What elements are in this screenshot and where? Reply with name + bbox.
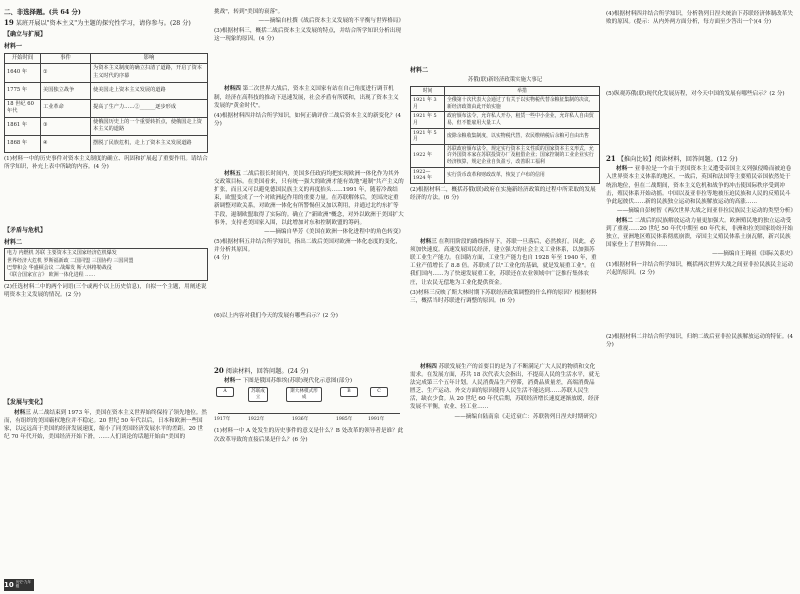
answer-space — [606, 100, 796, 154]
page-number: 10 — [4, 580, 14, 589]
table-cell: 1861 年 — [5, 117, 41, 135]
table-cell: 美国独立战争 — [41, 82, 91, 99]
table-cell: 1922—1924 年 — [411, 167, 445, 183]
table-row — [5, 135, 208, 152]
modernization-timeline — [214, 387, 404, 425]
question-20-number: 20 — [214, 366, 224, 376]
question-21-text: 【推向比较】阅读材料，回答问题。(12 分) — [617, 156, 738, 164]
question-21-2: (2)根据材料二并结合所学知识，归纳二战后亚非拉民族解放运动的特征。(4 分) — [606, 333, 794, 348]
table-cell: 1921 年 5 月 — [411, 112, 445, 128]
material-3-text: 在利用阶段的路线指导下，苏联一旦落后，必然挨打。因此，必须加快速度。高速发展国民经济，建立强大的社会主义工业体系，以加强苏联工业生产能力。在国防方面，工业生产能力也自 1928 年至 1940 年，重工业产值增长了 8.8 倍。苏联成了以"工业化的基础，就是发展重工业"。在我们国内……为了快速发展重工业，苏联还在农业领域中广泛推行集体农庄，让农民无偿地为工业化提供资金。 — [410, 239, 597, 286]
table-cell: 1868 年 — [5, 135, 41, 152]
table-cell: 摆脱了民族危机，走上了资本主义发展道路 — [91, 135, 208, 152]
source-citation: ——摘编自陆南泉《走近衰亡：苏联勃列日涅夫时期研究》 — [454, 413, 600, 420]
page-number-badge — [4, 579, 34, 591]
table-header-time: 时间 — [411, 86, 445, 96]
material-4-title: 材料四 — [224, 86, 241, 93]
question-19-6: (6)以上内容对我们今天的发展有哪些启示？(2 分) — [214, 313, 338, 320]
table-header-time: 开始时间 — [5, 53, 41, 64]
nep-table — [410, 86, 600, 184]
column-3 — [410, 64, 600, 423]
question-20-header — [214, 366, 404, 377]
question-19-header — [4, 18, 208, 29]
timeline-box-c: C — [370, 387, 388, 397]
table-cell: 1922 年 — [411, 144, 445, 167]
question-20-1: (1)材料一中 A 处发生的历史事件的意义是什么？B 处改革的领导者是谁？此次改革导致的直接后果是什么？(6 分) — [214, 428, 404, 443]
table-row — [5, 64, 208, 82]
answer-space — [606, 28, 796, 88]
table-row — [411, 112, 600, 128]
part-3-title: 【发展与变化】 — [4, 399, 47, 407]
question-19-3: (3)根据材料三，概括二战后资本主义发展的特点，并结合所学知识分析出现这一现象的原因。(4 分) — [214, 28, 401, 43]
table-cell: 全俄第十次代表大会通过了有关于以实物税代替余粮征集制的决议，新经济政策由此开始实施 — [445, 96, 600, 112]
answer-space — [214, 45, 404, 85]
answer-space — [214, 130, 404, 170]
table-cell: 18 世纪 60 年代 — [5, 99, 41, 117]
timeline-year: 1922年 — [248, 417, 265, 423]
question-20-3: (3)材料三反映了斯大林时期下苏联经济政策调整的什么样的原因？根据材料三，概括当时苏联进行调整的原因。(6 分) — [410, 289, 597, 304]
table-row — [5, 99, 208, 117]
answer-space — [4, 301, 208, 397]
answer-space — [214, 264, 404, 310]
question-21-number: 21 — [606, 154, 616, 164]
table-cell: 工业革命 — [41, 99, 91, 117]
timeline-year: 1991年 — [368, 417, 385, 423]
question-19-4: (4)根据材料四并结合所学知识，如何正确评价二战后资本主义的新变化？(4 分) — [214, 112, 402, 127]
part-2-title: 【矛盾与危机】 — [4, 226, 47, 234]
keywords-line: 巴黎和会 华盛顿会议 二战爆发 斯大林格勒战役 — [7, 264, 112, 271]
source-citation: ——摘编自王绳祖《国际关系史》 — [712, 251, 796, 258]
material-5-text: 二战后很长时间内，美国多任政府均把实现欧洲一体化作为其外交政策目标。在美国看来，只有统一强大的欧洲才能有效地"遏制"共产主义的扩张，而且又可以避免德国民族主义的再度抬头……1991 年，随着冷战结束，欧盟变成了一个对欧洲起作用的重要力量。在苏联解体后，美国决定重新调整对欧关系，对欧洲一体化有所警惕但又加以利用，并通过北约东扩等手段，遏制欧盟取得了实际的。确立了"新欧洲"概念，对外以欧洲于美国扩大事务，支持老美国家入围，以此增加对东和控制欧盟的筹码。 — [214, 170, 404, 226]
answer-space — [606, 279, 796, 331]
table-cell: ① — [41, 64, 91, 82]
material-2-title: 材料二 — [4, 238, 23, 246]
answer-space — [410, 307, 600, 363]
material-1-title: 材料一 — [4, 42, 23, 50]
table-cell: 废除余粮收集制度，以实物税代替，农民缴纳税后余粮可自由出售 — [445, 128, 600, 144]
material-1-title: 材料一 — [616, 166, 633, 173]
material-3-text: 从二战结束到 1973 年，美国在资本主义世界始终保持了领先地位。然而，有组织的美国霸权地位并不稳定。20 世纪 50 年代以后，日本和欧洲一些国家，以远远高于美国的经济发展速度，缩小了同美国经济发展水平的差距。20 世纪 70 年代开始，美国经济开始下滑，……人们谈论的话题开始由"美国的 — [4, 410, 207, 441]
answer-space — [410, 204, 600, 238]
material-3-title: 材料三 — [420, 239, 437, 246]
keywords-box — [4, 248, 208, 281]
column-2 — [214, 8, 404, 446]
timeline-year: 1985年 — [336, 417, 353, 423]
table-header-impact: 影响 — [91, 53, 208, 64]
table-row — [5, 117, 208, 135]
timeline-axis — [218, 413, 400, 414]
table-cell: ③ — [41, 117, 91, 135]
timeline-box-ussr: 苏联成立 — [248, 387, 268, 402]
table-header-measure: 举措 — [445, 86, 600, 96]
keywords-line: 电力 内燃机 苏联 主要资本主义国家经济危机爆发 — [7, 250, 117, 257]
question-19-text: 某班开展以"资本主义"为主题的探究性学习，请你参与。(28 分) — [15, 20, 191, 28]
question-21-header — [606, 154, 796, 165]
table-row — [5, 82, 208, 99]
part-1-title: 【确立与扩展】 — [4, 31, 47, 39]
continued-text: 挑战"，转到"美国的衰落"。 — [214, 9, 284, 15]
question-20-2: (2)根据材料二，概括苏俄(联)政府在实施新经济政策的过程中所采取的发展经济的方法。(6 分) — [410, 186, 596, 201]
material-1-text: 亚非拉是一个由于美国资本主义遭受帝国主义列强侵略而被迫卷入世界资本主义体系的地区，一战后，英国和法国等主要殖民帝国依然处于统治地位，但在二战期间，资本主义危机和战争的冲击使国际秩序受到冲击，殖民体系开始动摇。中国以及亚非拉等地被压迫民族和人民的反殖民斗争此起彼伏……新的民族独立运动和民族解放运动的高涨…… — [606, 166, 792, 205]
question-20-text: 阅读材料，回答问题。(24 分) — [225, 368, 309, 376]
material-1-title: 材料一 — [224, 378, 241, 385]
table-row — [411, 167, 600, 183]
table-cell: 1640 年 — [5, 64, 41, 82]
question-19-5 — [214, 238, 404, 262]
question-19-5-score: (4 分) — [214, 255, 230, 262]
column-1 — [4, 8, 208, 443]
material-1-text: 下图是俄国苏维埃(苏联)现代化示意图(部分) — [242, 378, 352, 385]
table-cell: ④ — [41, 135, 91, 152]
table-cell: 政府颁布法令，允许私人开办，租赁一些中小企业，允许私人自由贸易，但不能雇用大量工人 — [445, 112, 600, 128]
material-4-text: 苏联发展生产的首要目的是为了不断满足广大人民的物质和文化需求。在发展方面，苏共 18 次代表大会指出，不提高人民的生活水平，就无法完成第三个五年计划。人民消费品生产停滞，消费品质量差，高端消费品匮乏、生产运动、外交方面的原因使得人民生活不能达到……苏联人民生活，缺衣少食。从 20 世纪 60 年代后期，苏联经济增长速度逐渐放缓，经济发展不平衡，农业、轻工业…… — [410, 363, 600, 411]
source-citation: ——摘编自杜撰《战后资本主义发展的不平衡与世界格局》 — [258, 18, 404, 25]
timeline-box-b: B — [340, 387, 358, 397]
table-row — [411, 144, 600, 167]
table-cell: 为资本主义制度的确立扫清了道路，开启了资本主义时代的序幕 — [91, 64, 208, 82]
timeline-year: 1917年 — [214, 417, 231, 423]
table-cell: 1921 年 5 月 — [411, 128, 445, 144]
timeline-box-stalin: 斯大林模式形成 — [286, 387, 322, 402]
question-20-5: (5)纵观苏俄(联)现代化发展历程，对今天中国的发展有哪些启示？(2 分) — [606, 91, 785, 98]
table-caption: 苏俄(联)新经济政策实施大事记 — [467, 76, 543, 83]
table-header-row — [5, 53, 208, 64]
question-21-1: (1)根据材料一并结合所学知识，概括两次世界大战之间亚非拉民族民主运动兴起的原因。(2 分) — [606, 261, 793, 276]
answer-space — [4, 173, 208, 225]
table-row — [411, 128, 600, 144]
table-cell: 使美国走上资本主义发展的道路 — [91, 82, 208, 99]
material-5-title: 材料五 — [224, 170, 241, 177]
page-label: 历史·九年级 — [15, 580, 31, 588]
source-citation: ——摘编自华芳《美国在欧洲一体化进程中的角色转变》 — [264, 228, 404, 235]
column-4 — [606, 8, 796, 351]
table-header-row — [411, 86, 600, 96]
keywords-line: 世界经济大危机 罗斯福新政 二国同盟 三国协约 三国同盟 — [7, 257, 134, 264]
material-2-title: 材料二 — [616, 217, 633, 224]
question-19-2: (2)任选材料二中的两个词语(三个或两个以上历史信息)，自拟一个主题，用阐述说明资本主义发展的情况。(2 分) — [4, 284, 207, 299]
keywords-line: 《联合国家宣言》 欧洲一体化进程 …… — [7, 272, 96, 278]
table-cell: 提高了生产力……②______逐步形成 — [91, 99, 208, 117]
events-table — [4, 53, 208, 153]
material-4-title: 材料四 — [420, 363, 437, 370]
timeline-box-a: A — [216, 387, 234, 397]
timeline-year: 1936年 — [292, 417, 309, 423]
table-cell: 实行货币改革和财政改革，恢复了卢布的信用 — [445, 167, 600, 183]
table-cell: 苏联政府颁布法令，规定实行资本主义性质的国家资本主义形式，允许外国资本家在苏联投资办厂及租借企业；国家控制的工业企业实行经济核算，规定企业自负盈亏，改善职工福利 — [445, 144, 600, 167]
answer-space — [214, 322, 404, 366]
material-2-title: 材料二 — [410, 67, 429, 74]
question-19-1: (1)材料一中的历史事件对资本主义制度的确立、巩固和扩展起了重要作用。请结合所学知识，补充上表中所缺的内容。(4 分) — [4, 155, 208, 170]
table-cell: 1921 年 3 月 — [411, 96, 445, 112]
table-cell: 1775 年 — [5, 82, 41, 99]
table-row — [411, 96, 600, 112]
question-19-number: 19 — [4, 18, 14, 28]
table-header-event: 事件 — [41, 53, 91, 64]
section-title: 二、非选择题。(共 64 分) — [4, 8, 81, 16]
question-20-4: (4)根据材料四并结合所学知识，分析勃列日涅夫统治下苏联经济体制改革失败的原因。(提示：从内外两方面分析，每方面至少答出一个)(4 分) — [606, 11, 793, 26]
question-19-5-text: (5)根据材料五并结合所学知识，指出二战后美国对欧洲一体化态度的变化，并分析其原因。 — [214, 238, 401, 253]
source-citation: ——摘编自彭树智《两次世界大战之间亚非拉民族民主运动的类型分析》 — [616, 207, 796, 214]
material-2-text: 二战后的民族解放运动力量更加强大。欧洲殖民地的独立运动受到了重视……20 世纪 50 年代中期至 60 年代末，非洲和拉美国家纷纷开始独立，亚洲地区殖民体系彻底崩溃，帝国主义殖民体系土崩瓦解，新兴民族国家登上了世界舞台…… — [606, 217, 793, 249]
material-3-title: 材料三 — [14, 410, 31, 417]
material-4-text: 第二次世界大战后，资本主义国家有站在自己角度进行调节机制，经济在高科技的推动下迅速发展，社会矛盾有所缓和，出现了资本主义发展的"黄金时代"。 — [214, 86, 399, 109]
table-cell: 使俄国历史上的一个重要转折点，使俄国走上资本主义的道路 — [91, 117, 208, 135]
